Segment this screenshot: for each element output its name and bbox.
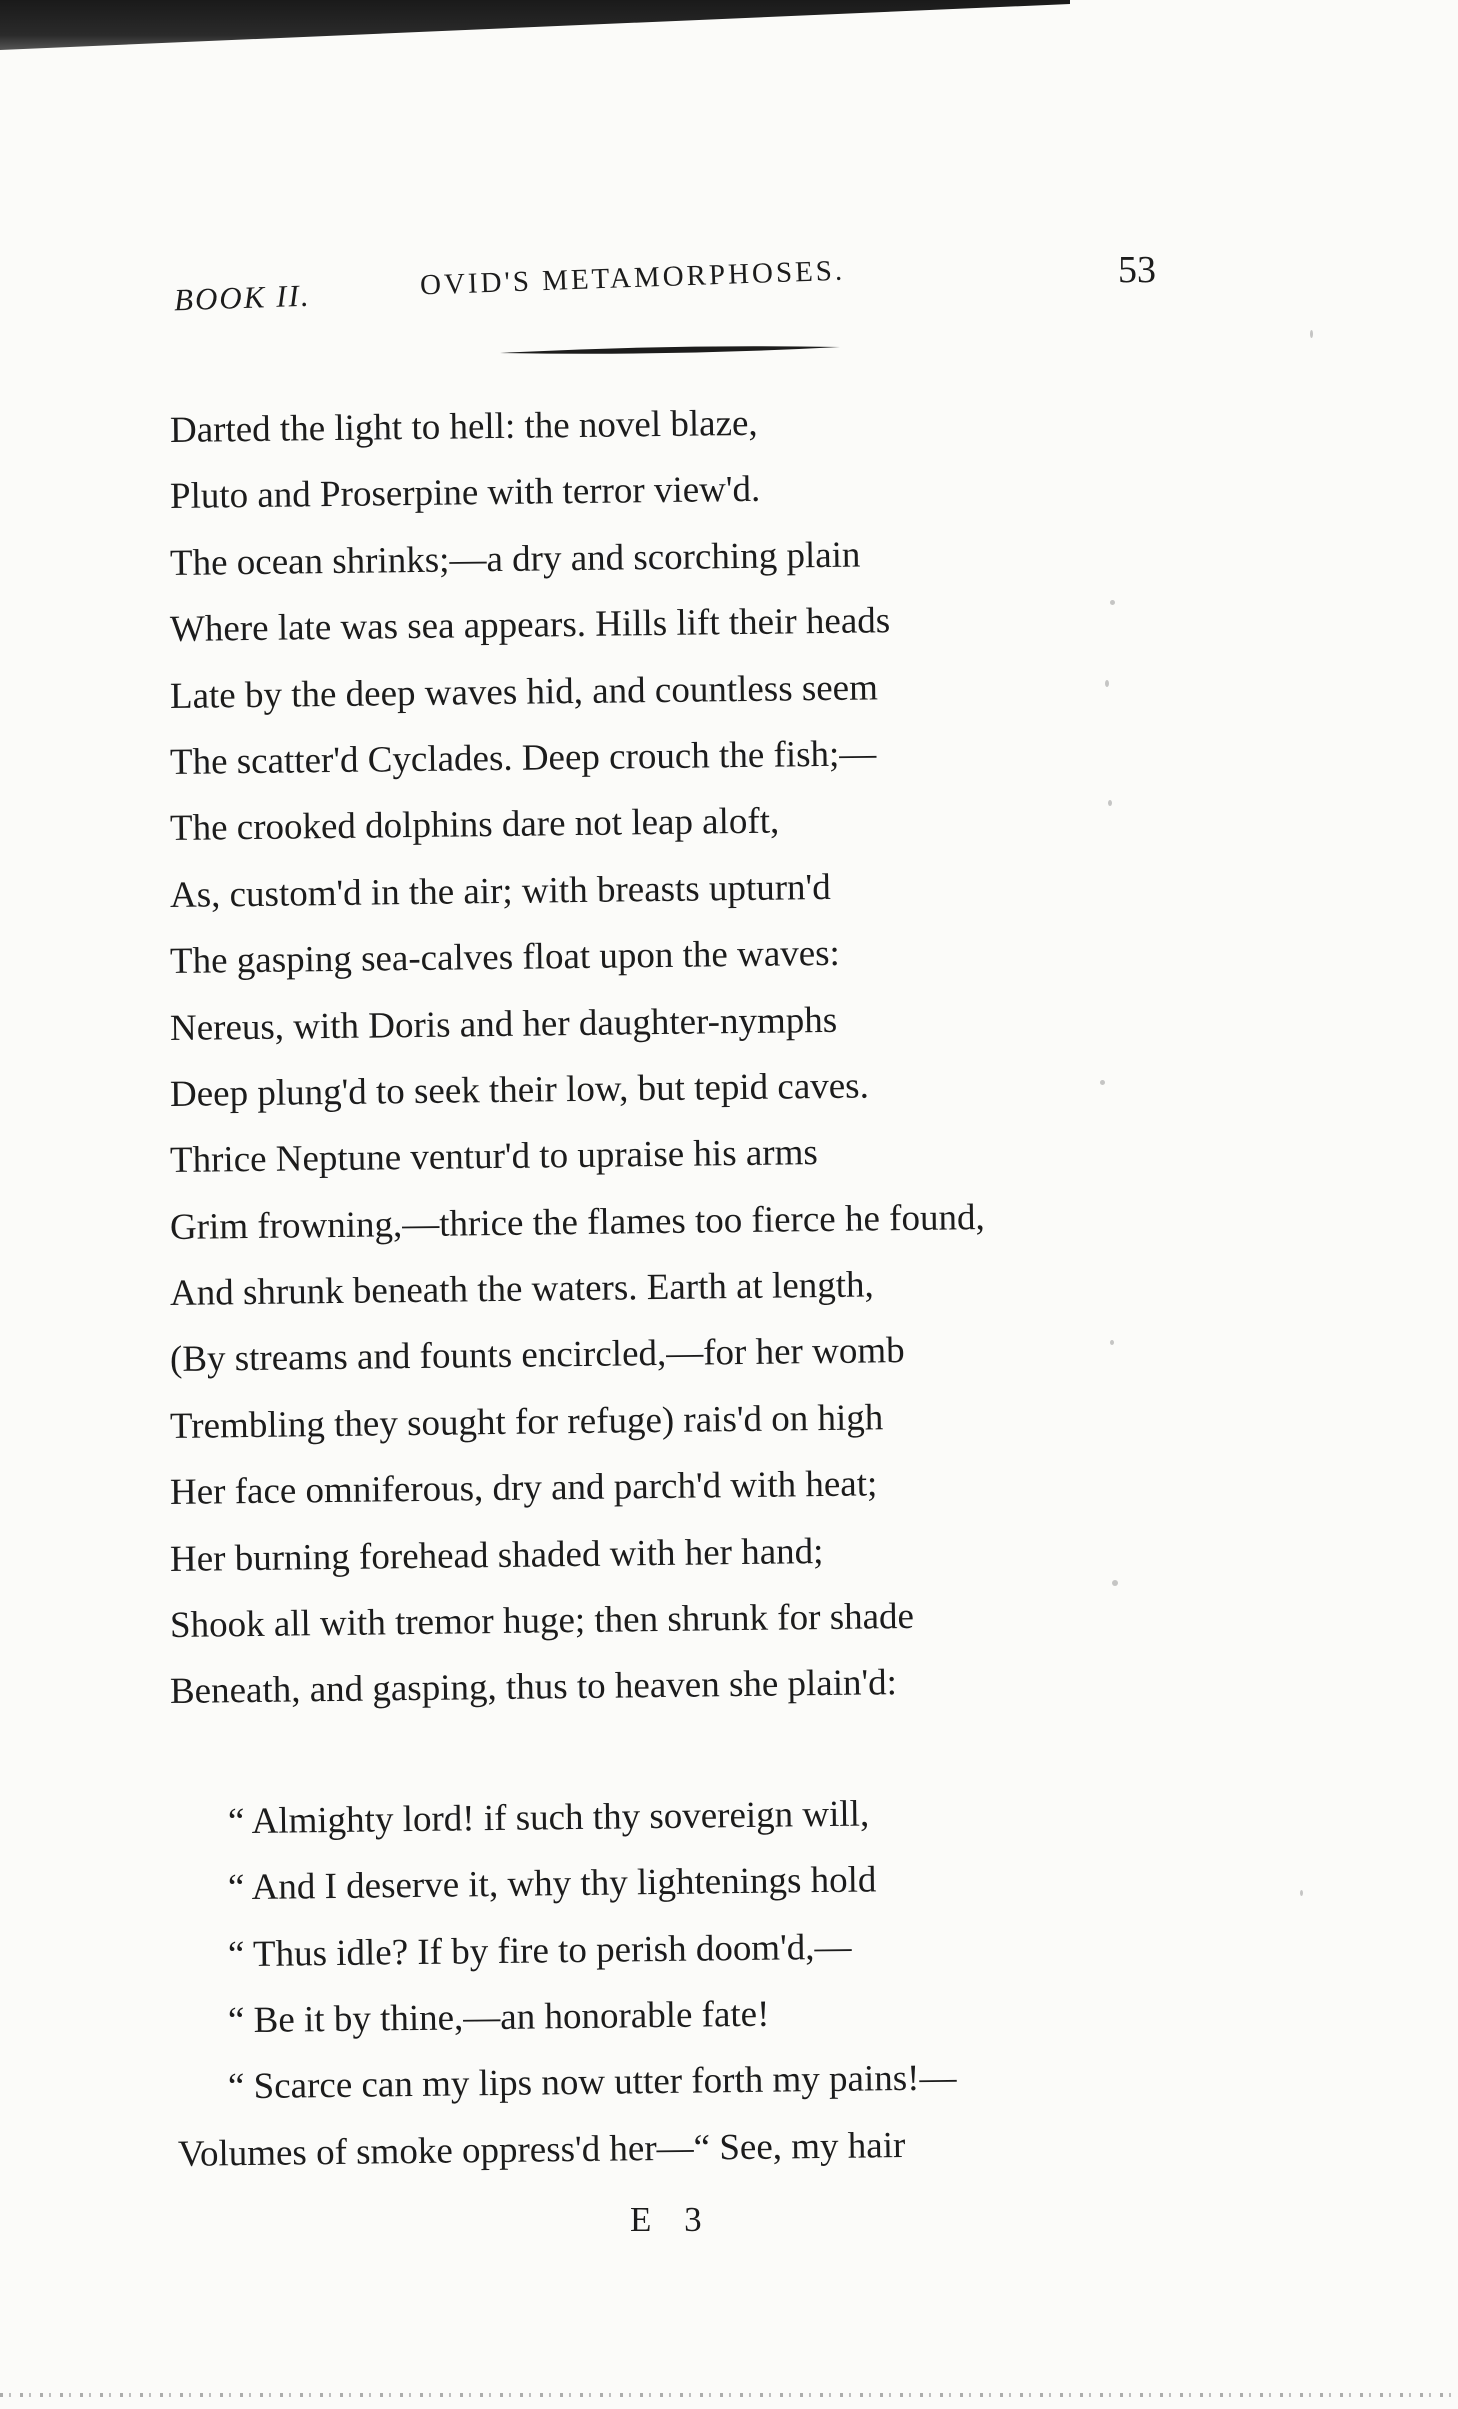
poem-line: Thrice Neptune ventur'd to upraise his arms: [169, 1132, 819, 1182]
signature-mark: E 3: [630, 2200, 714, 2239]
poem-line: Darted the light to hell: the novel blaze,: [169, 402, 758, 451]
stanza-speech: [170, 1790, 1170, 2188]
page-number: 53: [1118, 249, 1156, 291]
paper-speck: [1108, 800, 1112, 806]
poem-line: Pluto and Proserpine with terror view'd.: [169, 469, 761, 518]
poem-line: (By streams and founts encircled,—for her womb: [169, 1330, 905, 1381]
paper-speck: [1105, 680, 1109, 687]
poem-line: “ Be it by thine,—an honorable fate!: [227, 1993, 770, 2042]
poem-line: Volumes of smoke oppress'd her—“ See, my hair: [177, 2124, 906, 2175]
poem-line: Late by the deep waves hid, and countless seem: [169, 666, 879, 717]
poem-line: Her face omniferous, dry and parch'd with heat;: [169, 1463, 878, 1514]
poem-line: The crooked dolphins dare not leap aloft,: [169, 800, 780, 850]
poem-line: “ Thus idle? If by fire to perish doom'd,—: [227, 1926, 852, 1975]
poem-line: Nereus, with Doris and her daughter-nymphs: [169, 999, 838, 1049]
poem-line: Grim frowning,—thrice the flames too fierce he found,: [169, 1196, 985, 1248]
poem-line: Shook all with tremor huge; then shrunk for shade: [169, 1595, 915, 1647]
poem-line: Deep plung'd to seek their low, but tepid caves.: [169, 1065, 870, 1115]
running-title: OVID'S METAMORPHOSES.: [419, 254, 846, 302]
poem-line: Where late was sea appears. Hills lift their heads: [169, 600, 891, 651]
page-header: [0, 0, 1458, 360]
paper-speck: [1310, 330, 1313, 338]
paper-speck: [1100, 1080, 1105, 1085]
page-bottom-edge: [0, 2393, 1458, 2397]
poem-line: Her burning forehead shaded with her hand;: [169, 1530, 824, 1580]
paper-speck: [1110, 600, 1115, 605]
poem-line: Beneath, and gasping, thus to heaven she plain'd:: [169, 1662, 898, 1713]
poem-text: [170, 398, 1170, 2188]
poem-line: Trembling they sought for refuge) rais'd on high: [169, 1397, 884, 1447]
poem-line: “ And I deserve it, why thy lightenings hold: [227, 1859, 877, 1909]
paper-speck: [1110, 1340, 1114, 1345]
poem-line: The ocean shrinks;—a dry and scorching plain: [169, 534, 861, 584]
paper-speck: [1300, 1890, 1303, 1896]
header-rule: [500, 342, 840, 358]
poem-line: “ Almighty lord! if such thy sovereign will,: [227, 1793, 870, 1843]
paper-speck: [1112, 1580, 1118, 1586]
poem-line: The scatter'd Cyclades. Deep crouch the fish;—: [169, 733, 877, 783]
book-label: BOOK II.: [173, 277, 312, 318]
stanza-narration: [170, 398, 1170, 1726]
poem-line: “ Scarce can my lips now utter forth my pains!—: [227, 2057, 957, 2108]
poem-line: The gasping sea-calves float upon the waves:: [169, 932, 841, 983]
poem-line: As, custom'd in the air; with breasts upturn'd: [169, 866, 831, 916]
poem-line: And shrunk beneath the waters. Earth at length,: [169, 1264, 875, 1315]
